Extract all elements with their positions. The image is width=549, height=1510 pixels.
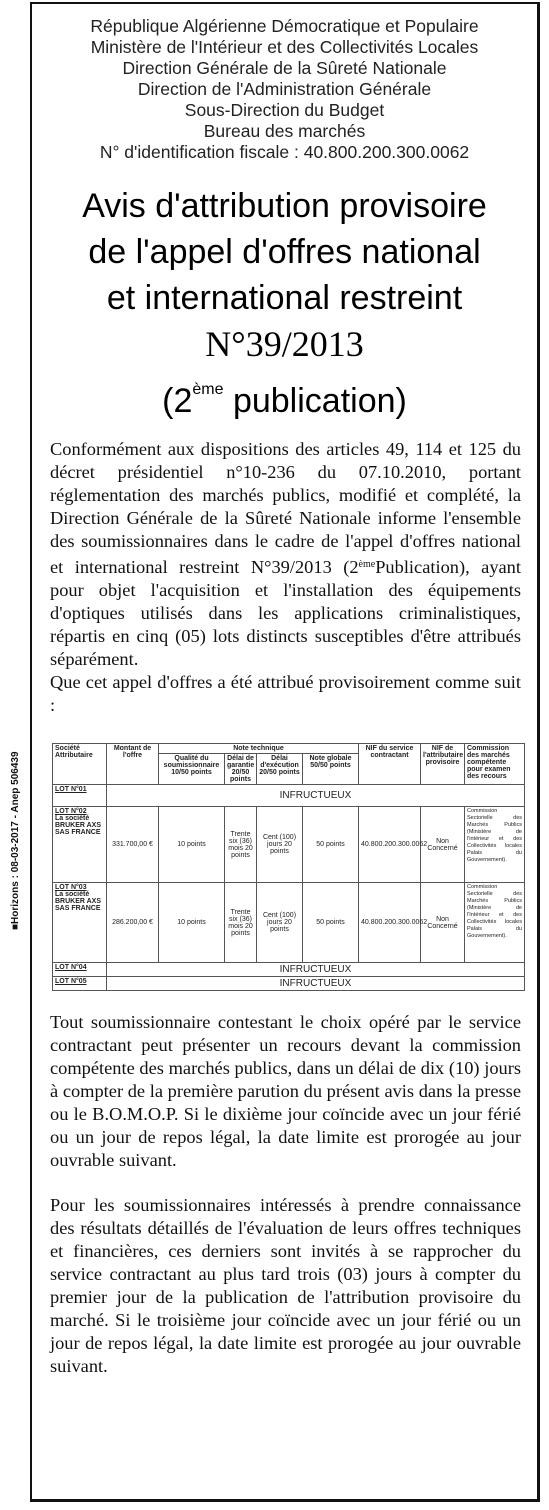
lot-label: LOT N°01 — [53, 785, 107, 807]
publication-prefix: (2 — [162, 382, 193, 420]
montant-cell: 331.700,00 € — [107, 807, 159, 883]
notice-title — [32, 183, 537, 424]
notice-frame — [30, 2, 540, 1502]
lot-status: INFRUCTUEUX — [107, 785, 525, 807]
garantie-cell: Trente six (36) mois 20 points — [225, 807, 257, 883]
commission-cell: Commission Sectorielle des Marchés Publics (Ministère de l'intérieur et des Collectivités locales Palais du Gouvernement). — [465, 807, 525, 883]
side-caption: ■Horizons : 08-03-2017 - Anep 506439 — [10, 751, 21, 930]
evaluation-paragraph: Pour les soumissionnaires intéressés à prendre connaissance des résultats détaillés de l'évaluation de leurs offres techniques et financières, ces derniers sont invités à se rapprocher du service contractant au plus tard trois (03) jours à compter du premier jour de la publication de l'attribution provisoire du marché. Si le troisième jour coïncide avec un jour férié ou un jour de repos légal, la date limite est prorogée au jour ouvrable suivant. — [50, 1195, 521, 1376]
col-header-societe: Société Attributaire — [53, 744, 107, 785]
tender-number: N°39/2013 — [205, 324, 364, 364]
nif-service-cell: 40.800.200.300.0062 — [359, 807, 421, 883]
table-row — [53, 785, 525, 807]
garantie-cell: Trente six (36) mois 20 points — [225, 883, 257, 963]
lot-label: LOT N°04 — [53, 963, 107, 977]
table-header-row — [53, 744, 525, 754]
societe-name: La société BRUKER AXS SAS FRANCE — [55, 815, 102, 836]
nif-service-cell: 40.800.200.300.0062 — [359, 883, 421, 963]
header-line: Direction de l'Administration Générale — [137, 79, 432, 99]
col-header-commission: Commission des marchés compétente pour examen des recours — [465, 744, 525, 785]
col-header-montant: Montant de l'offre — [107, 744, 159, 785]
header-block — [32, 16, 537, 163]
header-line: Direction Générale de la Sûreté Nationale — [122, 58, 447, 78]
col-header-nif-service: NIF du service contractant — [359, 744, 421, 785]
col-header-globale: Note globale 50/50 points — [303, 754, 359, 785]
lot-status: INFRUCTUEUX — [107, 963, 525, 977]
societe-cell — [53, 883, 107, 963]
intro-text-b: Publication), ayant pour objet l'acquisition et l'installation des équipements d'optiques utilisés dans les applications criminalistiques, répartis en cinq (05) lots distincts susceptibles d'être attribués séparément. — [50, 557, 521, 669]
publication-sup: ème — [192, 381, 224, 398]
title-line: Avis d'attribution provisoire — [82, 187, 487, 225]
col-header-note-technique: Note technique — [159, 744, 359, 754]
societe-name: La société BRUKER AXS SAS FRANCE — [55, 891, 102, 912]
results-table — [52, 743, 525, 991]
title-line: et international restreint — [106, 279, 463, 317]
qualite-cell: 10 points — [159, 883, 225, 963]
table-row — [53, 883, 525, 963]
col-header-nif-attributaire: NIF de l'attributaire provisoire — [421, 744, 465, 785]
intro-text-a: Conformément aux dispositions des articles 49, 114 et 125 du décret présidentiel n°10-236 du 07.10.2010, portant réglementation des marchés publics, modifié et complété, la Direction Générale de la Sûreté Nationale informe l'ensemble des soumissionnaires dans le cadre de l'appel d'offres national et international restreint N°39/2013 (2 — [50, 439, 521, 577]
table-row — [53, 807, 525, 883]
header-line: N° d'identification fiscale : 40.800.200.300.0062 — [99, 142, 470, 162]
table-row — [53, 977, 525, 991]
intro-paragraph — [32, 438, 537, 671]
title-line: de l'appel d'offres national — [88, 233, 481, 271]
header-line: Bureau des marchés — [203, 121, 366, 141]
publication-line — [32, 367, 537, 424]
lot-status: INFRUCTUEUX — [107, 977, 525, 991]
table-row — [53, 963, 525, 977]
header-line: Sous-Direction du Budget — [184, 100, 385, 120]
lot-label: LOT N°02 — [55, 808, 87, 815]
attribution-intro: Que cet appel d'offres a été attribué provisoirement comme suit : — [50, 672, 521, 715]
publication-suffix: publication) — [223, 382, 407, 420]
globale-cell: 50 points — [303, 883, 359, 963]
montant-cell: 286.200,00 € — [107, 883, 159, 963]
header-line: République Algérienne Démocratique et Populaire — [90, 16, 479, 36]
col-header-garantie: Délai de garantie 20/50 points — [225, 754, 257, 785]
intro-sup: ème — [358, 559, 376, 570]
qualite-cell: 10 points — [159, 807, 225, 883]
results-table-wrap — [32, 743, 537, 991]
nif-attr-cell: Non Concerné — [421, 807, 465, 883]
societe-cell — [53, 807, 107, 883]
lot-label: LOT N°05 — [53, 977, 107, 991]
header-line: Ministère de l'Intérieur et des Collectivités Locales — [90, 37, 479, 57]
lot-label: LOT N°03 — [55, 884, 87, 891]
col-header-qualite: Qualité du soumissionnaire 10/50 points — [159, 754, 225, 785]
execution-cell: Cent (100) jours 20 points — [257, 883, 303, 963]
col-header-execution: Délai d'exécution 20/50 points — [257, 754, 303, 785]
globale-cell: 50 points — [303, 807, 359, 883]
commission-cell: Commission Sectorielle des Marchés Publics (Ministère de l'Intérieur et des Collectivités locales Palais du Gouvernement). — [465, 883, 525, 963]
nif-attr-cell: Non Concerné — [421, 883, 465, 963]
execution-cell: Cent (100) jours 20 points — [257, 807, 303, 883]
recourse-paragraph: Tout soumissionnaire contestant le choix opéré par le service contractant peut présenter un recours devant la commission compétente des marchés publics, dans un délai de dix (10) jours à compter de la première parution du présent avis dans la presse ou le B.O.M.O.P. Si le dixième jour coïncide avec un jour férié ou un jour de repos légal, la date limite est prorogée au jour ouvrable suivant. — [50, 1012, 521, 1170]
